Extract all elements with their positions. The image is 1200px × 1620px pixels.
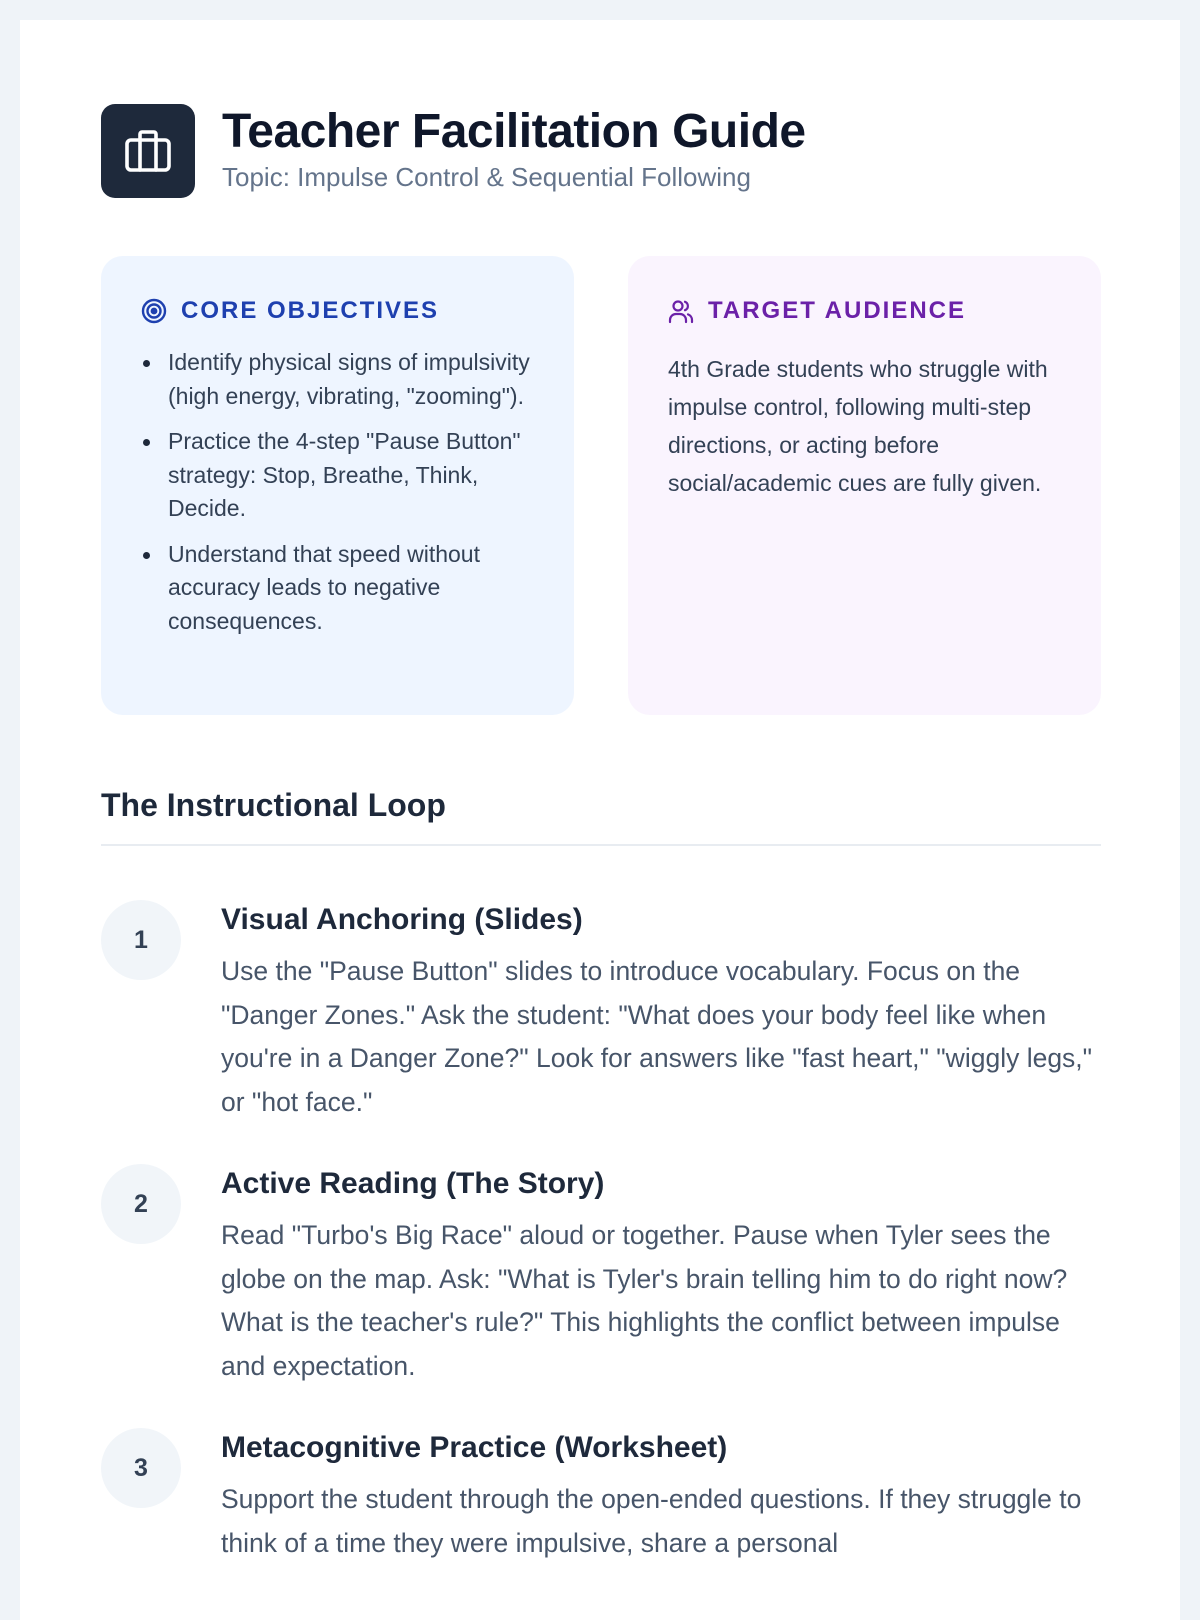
section-divider [101, 844, 1101, 846]
step-number-badge: 2 [101, 1164, 181, 1244]
step-item [101, 1428, 1101, 1565]
objectives-heading: CORE OBJECTIVES [181, 297, 440, 324]
step-title: Active Reading (The Story) [221, 1167, 605, 1200]
page-header [101, 104, 1101, 198]
step-number-badge: 3 [101, 1428, 181, 1508]
guide-content [101, 104, 1101, 1605]
bullet-icon [143, 552, 150, 559]
bullet-icon [143, 439, 150, 446]
step-title: Visual Anchoring (Slides) [221, 903, 583, 936]
briefcase-icon [101, 104, 195, 198]
audience-card-header [668, 296, 1061, 326]
info-cards [101, 256, 1101, 715]
objective-text: Understand that speed without accuracy leads to negative consequences. [168, 540, 480, 634]
audience-heading: TARGET AUDIENCE [708, 297, 966, 324]
target-icon [141, 298, 167, 324]
step-item [101, 1164, 1101, 1388]
step-item [101, 900, 1101, 1124]
objective-item [141, 425, 534, 526]
users-icon [668, 298, 694, 324]
header-text [222, 105, 806, 193]
step-title: Metacognitive Practice (Worksheet) [221, 1431, 728, 1464]
guide-sheet [20, 20, 1180, 1620]
objectives-card [101, 256, 574, 715]
bullet-icon [143, 360, 150, 367]
page-title: Teacher Facilitation Guide [222, 105, 806, 158]
instructional-steps [101, 900, 1101, 1565]
step-description: Support the student through the open-ended questions. If they struggle to think of a time they were impulsive, share a personal [221, 1484, 1082, 1558]
objective-item [141, 538, 534, 639]
objectives-card-header [141, 296, 534, 326]
step-description: Use the "Pause Button" slides to introduce vocabulary. Focus on the "Danger Zones." Ask the student: "What does your body feel like when you're in a Danger Zone?" Look for answers like "fast heart," "wiggly legs," or "hot face." [221, 956, 1093, 1117]
objective-text: Identify physical signs of impulsivity (high energy, vibrating, "zooming"). [168, 349, 530, 409]
page-subtitle: Topic: Impulse Control & Sequential Following [222, 162, 751, 192]
audience-description: 4th Grade students who struggle with impulse control, following multi-step directions, or acting before social/academic cues are fully given. [668, 356, 1048, 496]
step-number-badge: 1 [101, 900, 181, 980]
objective-item [141, 346, 534, 413]
objectives-list [141, 346, 534, 638]
section-title: The Instructional Loop [101, 787, 446, 823]
audience-card [628, 256, 1101, 715]
objective-text: Practice the 4-step "Pause Button" strategy: Stop, Breathe, Think, Decide. [168, 428, 521, 521]
step-description: Read "Turbo's Big Race" aloud or together. Pause when Tyler sees the globe on the map. Ask: "What is Tyler's brain telling him to do right now? What is the teacher's rule?" This highlights the conflict between impulse and expectation. [221, 1220, 1068, 1381]
